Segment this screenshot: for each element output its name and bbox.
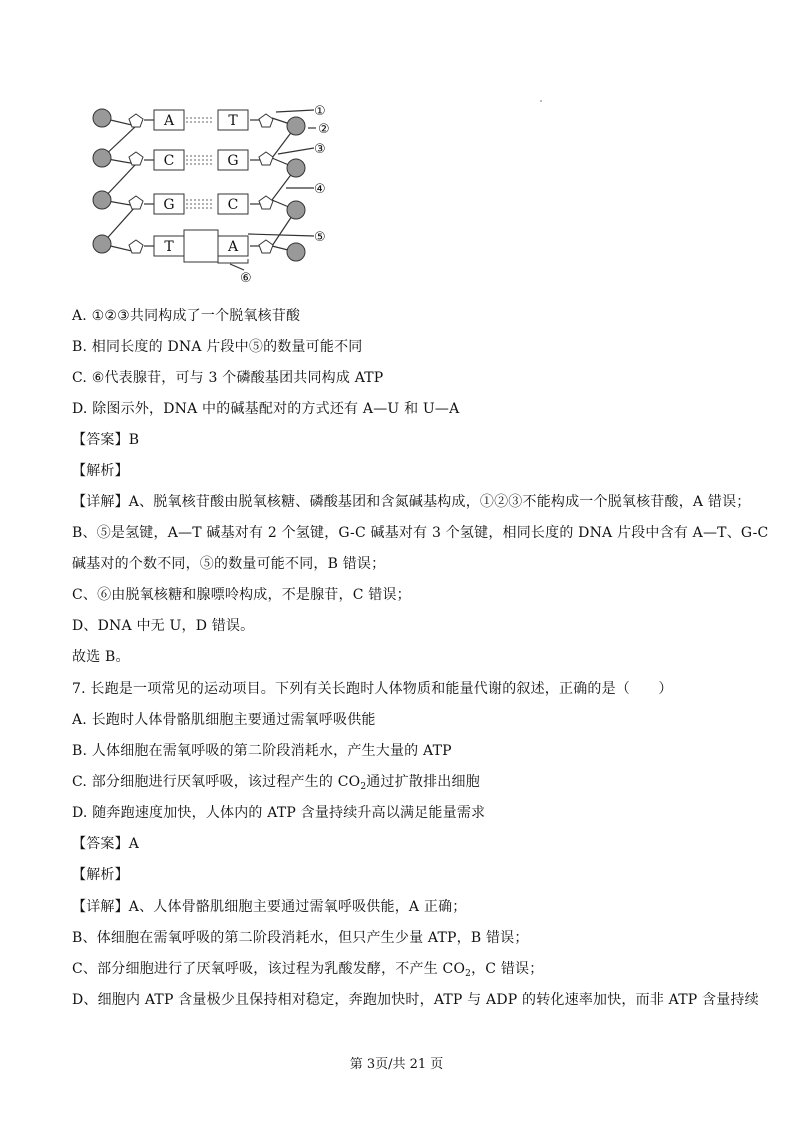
q6-detail-b-cont: 碱基对的个数不同，⑤的数量可能不同，B 错误； — [72, 556, 386, 572]
q6-detail-a: 【详解】A、脱氧核苷酸由脱氧核糖、磷酸基团和含氮碱基构成，①②③不能构成一个脱氧核苷酸，A 错误； — [72, 494, 751, 510]
sugar-pentagon — [129, 196, 143, 209]
phosphate-circle — [287, 159, 305, 177]
subscript: 2 — [465, 969, 472, 979]
q7-answer: 【答案】A — [72, 836, 140, 852]
q7-option-c — [72, 773, 480, 791]
sugar-pentagon — [259, 240, 273, 253]
q7-option-d: D. 随奔跑速度加快，人体内的 ATP 含量持续升高以满足能量需求 — [72, 805, 486, 821]
base-label: C — [227, 197, 239, 213]
q7-detail-c-text: C、部分细胞进行了厌氧呼吸，该过程为乳酸发酵，不产生 CO — [72, 961, 466, 977]
base-label: T — [228, 113, 238, 129]
phosphate-circle — [93, 235, 111, 253]
speck — [540, 100, 542, 102]
q7-detail-a: 【详解】A、人体骨骼肌细胞主要通过需氧呼吸供能，A 正确； — [72, 899, 467, 915]
q7-detail-c — [72, 960, 543, 978]
q6-option-d: D. 除图示外，DNA 中的碱基配对的方式还有 A—U 和 U—A — [72, 401, 460, 417]
subscript: 2 — [360, 782, 367, 792]
callout-label: ② — [318, 122, 330, 137]
q7-option-c-text: C. 部分细胞进行厌氧呼吸，该过程产生的 CO — [72, 774, 361, 790]
q7-option-a: A. 长跑时人体骨骼肌细胞主要通过需氧呼吸供能 — [72, 712, 376, 728]
q7-option-c-text-end: 通过扩散排出细胞 — [366, 774, 480, 790]
callout-label: ④ — [314, 182, 326, 197]
q7-analysis-title: 【解析】 — [72, 867, 129, 883]
base-label: C — [163, 153, 175, 169]
q6-detail-c: C、⑥由脱氧核糖和腺嘌呤构成，不是腺苷，C 错误； — [72, 587, 411, 603]
q6-analysis-title: 【解析】 — [72, 463, 129, 479]
base-label: T — [164, 239, 174, 255]
q7-detail-c-text-end: ，C 错误； — [471, 961, 544, 977]
callout-label: ③ — [314, 142, 326, 157]
q7-detail-d: D、细胞内 ATP 含量极少且保持相对稳定，奔跑加快时，ATP 与 ADP 的转化速率加快，而非 ATP 含量持续 — [72, 992, 759, 1008]
sugar-pentagon — [129, 114, 143, 127]
q6-option-c: C. ⑥代表腺苷，可与 3 个磷酸基团共同构成 ATP — [72, 370, 384, 386]
phosphate-circle — [93, 109, 111, 127]
q6-answer: 【答案】B — [72, 432, 140, 448]
q6-conclusion: 故选 B。 — [72, 649, 130, 665]
phosphate-circle — [287, 243, 305, 261]
base-label: G — [163, 197, 175, 213]
callout-label: ① — [314, 104, 326, 119]
q6-option-a: A. ①②③共同构成了一个脱氧核苷酸 — [72, 308, 301, 324]
dna-structure-diagram — [80, 98, 360, 288]
base-label: A — [163, 113, 175, 129]
phosphate-circle — [93, 149, 111, 167]
q7-detail-b: B、体细胞在需氧呼吸的第二阶段消耗水，但只产生少量 ATP，B 错误； — [72, 930, 529, 946]
q7-stem: 7. 长跑是一项常见的运动项目。下列有关长跑时人体物质和能量代谢的叙述，正确的是（ ） — [72, 681, 673, 697]
phosphate-circle — [287, 201, 305, 219]
q6-detail-b: B、⑤是氢键，A—T 碱基对有 2 个氢键，G-C 碱基对有 3 个氢键，相同长度的 DNA 片段中含有 A—T、G-C — [72, 525, 769, 541]
sugar-pentagon — [129, 152, 143, 165]
base-label: G — [227, 153, 239, 169]
sugar-pentagon — [259, 196, 273, 209]
q6-detail-d: D、DNA 中无 U，D 错误。 — [72, 618, 255, 634]
sugar-pentagon — [259, 152, 273, 165]
page-footer: 第 3页/共 21 页 — [349, 1057, 444, 1072]
base-label: A — [227, 239, 239, 255]
phosphate-circle — [93, 191, 111, 209]
phosphate-circle — [287, 117, 305, 135]
q6-option-b: B. 相同长度的 DNA 片段中⑤的数量可能不同 — [72, 339, 363, 355]
sugar-pentagon — [259, 114, 273, 127]
sugar-pentagon — [129, 240, 143, 253]
q7-option-b: B. 人体细胞在需氧呼吸的第二阶段消耗水，产生大量的 ATP — [72, 743, 452, 759]
callout-label: ⑤ — [314, 230, 326, 245]
callout-label: ⑥ — [240, 271, 252, 286]
